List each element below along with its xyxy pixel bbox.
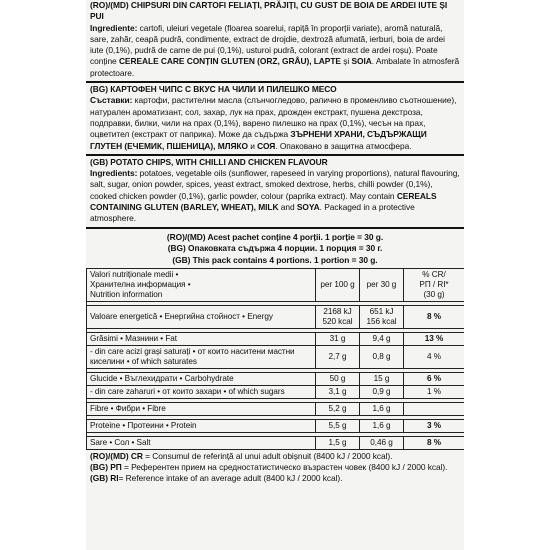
ro-ingredients [90, 23, 460, 79]
footnote-bg-code: (BG) PП [90, 462, 122, 473]
divider [86, 227, 464, 229]
bg-allergens: ЗЪРНЕНИ ХРАНИ, СЪДЪРЖАЩИ ГЛУТЕН (ЕЧЕМИК, ПШЕНИЦА), МЛЯКО [90, 129, 427, 151]
table-row-sugars [87, 386, 465, 399]
footnote-gb-code: (GB) RI [90, 473, 119, 484]
footnote-bg [90, 462, 460, 473]
table-row-energy [87, 306, 465, 329]
ro-section [86, 0, 464, 79]
row-ri: 8 % [404, 306, 465, 329]
ro-title: (RO)/(MD) CHIPSURI DIN CARTOFI FELIAȚI, PRĂJIȚI, CU GUST DE BOIA DE ARDEI IUTE ȘI PUI [90, 0, 448, 22]
row-ri: 3 % [404, 420, 465, 433]
gb-title: (GB) POTATO CHIPS, WITH CHILLI AND CHICKEN FLAVOUR [90, 156, 328, 167]
energy-kj-30: 651 kJ [369, 307, 394, 317]
row-ri: 13 % [404, 333, 465, 346]
ro-and: și [340, 56, 352, 67]
row-per100: 3,1 g [316, 386, 360, 399]
gb-section [86, 157, 464, 225]
row-ri: 6 % [404, 373, 465, 386]
row-per100: 5,5 g [316, 420, 360, 433]
bg-section [86, 84, 464, 152]
row-label: Sare • Сол • Salt [87, 437, 316, 450]
portions-info [86, 230, 464, 269]
energy-kj-100: 2168 kJ [323, 307, 352, 317]
ro-tail: . Ambalate în atmosferă protectoare. [90, 56, 460, 78]
footnote-ro-code: (RO)/(MD) CR [90, 451, 143, 462]
header-label-bg: Хранителна информация • [90, 280, 191, 290]
row-label: Proteine • Протеини • Protein [87, 420, 316, 433]
row-per30 [360, 306, 404, 329]
bg-title: (BG) КАРТОФЕН ЧИПС С ВКУС НА ЧИЛИ И ПИЛЕШКО МЕСО [90, 84, 337, 95]
row-per30: 1,6 g [360, 403, 404, 416]
bg-ingredients-text: картофи, растителни масла (слънчогледово, рапично в променливо съотношение), натурален ароматизант, сол, захар, лук на прах, дрожден екстракт, пушена декстроза, подправки, билки, чили на прах (0,1%), варено пилешко на прах (0,1%), чесън на прах, оцветител (екстракт от паприка). Може да съдържа [90, 95, 457, 140]
footnote-ro [90, 451, 460, 462]
footnote-gb-text: = Reference intake of an average adult (8400 kJ / 2000 kcal). [118, 473, 343, 484]
bg-tail: . Опаковано в защитна атмосфера. [275, 140, 412, 151]
row-label: Glucide • Въглехидрати • Carbohydrate [87, 373, 316, 386]
row-per100: 2,7 g [316, 346, 360, 369]
header-ri-line1: % CR/ [422, 270, 446, 280]
nutrition-table [86, 268, 464, 450]
row-label: - din care acizi grași saturați • от които наситени мастни киселини • of which saturates [87, 346, 316, 369]
gb-soy: SOYA [296, 202, 320, 213]
footnote-gb [90, 473, 460, 484]
gb-and: and [278, 202, 297, 213]
gb-tail: . Packaged in a protective atmosphere. [90, 202, 415, 224]
bg-ingredients [90, 95, 460, 151]
ro-allergens: CEREALE CARE CONȚIN GLUTEN (ORZ, GRÂU), LAPTE [118, 56, 341, 67]
gb-ingredients-label: Ingredients: [90, 168, 138, 179]
row-ri: 1 % [404, 386, 465, 399]
bg-soy: СОЯ [257, 140, 276, 151]
divider [86, 154, 464, 156]
footnote-bg-text: = Референтен прием на средностатистическо възрастен човек (8400 kJ / 2000 kcal). [121, 462, 448, 473]
row-per100 [316, 306, 360, 329]
row-per30: 15 g [360, 373, 404, 386]
table-row-fat [87, 333, 465, 346]
row-per100: 1,5 g [316, 437, 360, 450]
row-ri: 4 % [404, 346, 465, 369]
row-per30: 0,46 g [360, 437, 404, 450]
header-per30: per 30 g [360, 269, 404, 302]
row-per100: 50 g [316, 373, 360, 386]
ro-ingredients-label: Ingrediente: [90, 22, 138, 33]
nutrition-label-panel [86, 0, 464, 550]
header-ri-line2: PП / RI* [419, 280, 449, 290]
row-label: - din care zaharuri • от които захари • of which sugars [87, 386, 316, 399]
table-row-saturates [87, 346, 465, 369]
row-ri [404, 403, 465, 416]
table-row-protein [87, 420, 465, 433]
row-per30: 9,4 g [360, 333, 404, 346]
row-label: Fibre • Фибри • Fibre [87, 403, 316, 416]
footnotes [86, 450, 464, 485]
row-ri: 8 % [404, 437, 465, 450]
header-ri-line3: (30 g) [423, 290, 445, 300]
energy-kcal-30: 156 kcal [366, 317, 397, 327]
table-row-salt [87, 437, 465, 450]
ro-soy: SOIA [351, 56, 372, 67]
divider [86, 81, 464, 83]
gb-ingredients-text: potatoes, vegetable oils (sunflower, rapeseed in varying proportions), natural flavouring, salt, sugar, onion powder, spices, yeast extract, smoked dextrose, herbs, chilli powder (0,1%), cooked chicken powder (0,1%), garlic powder, colour (paprika extract). May contain [90, 168, 460, 201]
header-label-cell [87, 269, 316, 302]
portions-gb: (GB) This pack contains 4 portions. 1 portion = 30 g. [172, 254, 378, 265]
footnote-ro-text: = Consumul de referință al unui adult obișnuit (8400 kJ / 2000 kcal). [142, 451, 393, 462]
header-per100: per 100 g [316, 269, 360, 302]
row-label: Valoare energetică • Енергийна стойност • Energy [87, 306, 316, 329]
row-per100: 5,2 g [316, 403, 360, 416]
portions-bg: (BG) Опаковката съдържа 4 порции. 1 порция = 30 г. [167, 243, 383, 254]
gb-allergens: CEREALS CONTAINING GLUTEN (BARLEY, WHEAT), MILK [90, 190, 437, 213]
ro-ingredients-text: cartofi, uleiuri vegetale (floarea soarelui, rapiță în proporții variate), aromă naturală, sare, zahăr, ceapă pudră, condimente, extract de drojdie, dextroză afumată, ierburi, boia de ardei iute (0,1%), pudră de carne de pui (0,1%), usturoi pudră, colorant (extract de ardei roșu). Poate conține [90, 22, 445, 67]
portions-ro: (RO)/(MD) Acest pachet conține 4 porții. 1 porție = 30 g. [166, 231, 384, 242]
gb-ingredients [90, 168, 460, 224]
table-row-carbohydrate [87, 373, 465, 386]
row-per100: 31 g [316, 333, 360, 346]
row-per30: 0,9 g [360, 386, 404, 399]
row-label: Grăsimi • Мазнини • Fat [87, 333, 316, 346]
row-per30: 1,6 g [360, 420, 404, 433]
header-ri [404, 269, 465, 302]
header-label-gb: Nutrition information [90, 290, 163, 300]
header-label-ro: Valori nutriționale medii • [90, 270, 179, 280]
table-row-fibre [87, 403, 465, 416]
bg-ingredients-label: Съставки: [90, 95, 133, 106]
row-per30: 0,8 g [360, 346, 404, 369]
table-header-row [87, 269, 465, 302]
energy-kcal-100: 520 kcal [322, 317, 353, 327]
bg-and: и [247, 140, 258, 151]
